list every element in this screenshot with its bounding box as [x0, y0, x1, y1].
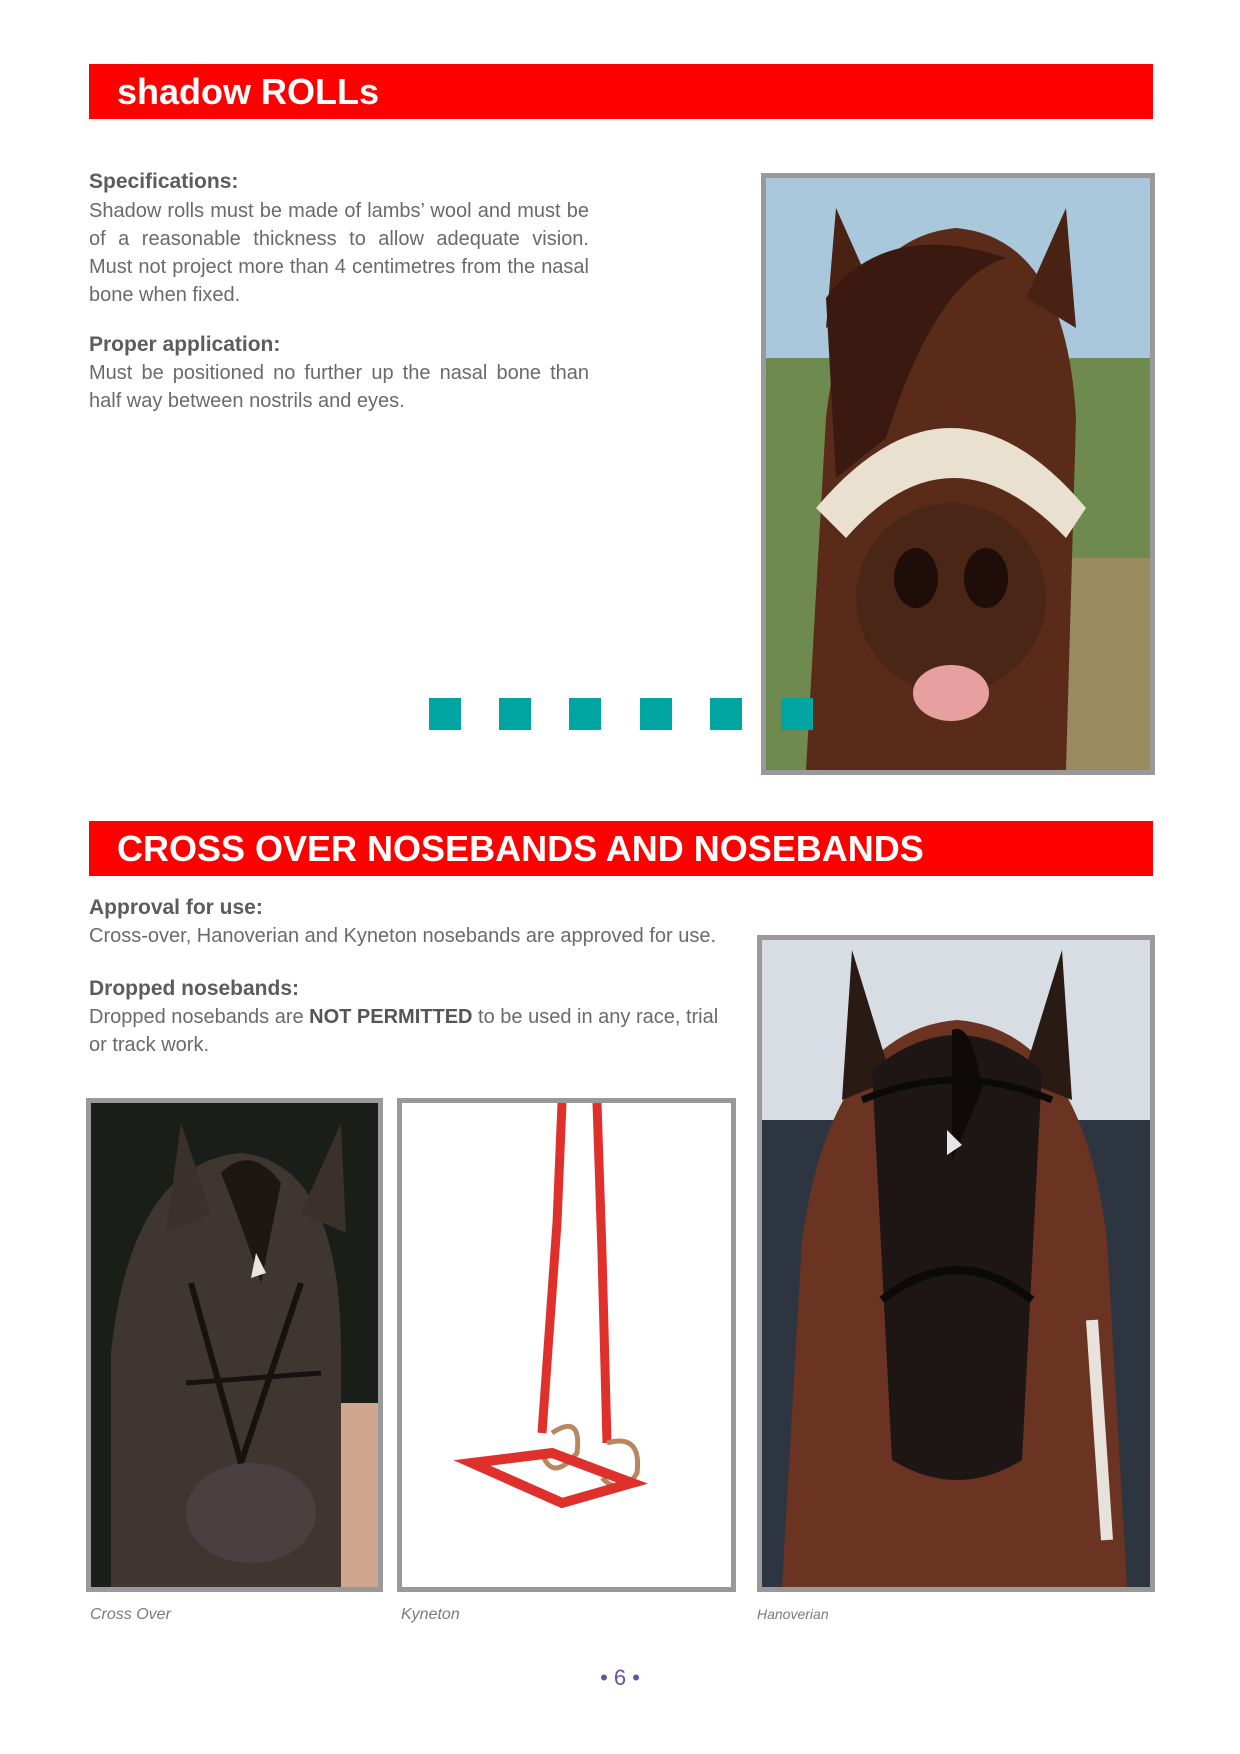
section-banner-shadow-rolls: shadow ROLLs: [89, 64, 1153, 119]
kyneton-noseband-photo: [397, 1098, 736, 1592]
accent-square-4: [640, 698, 672, 730]
hanoverian-horse-photo: [757, 935, 1155, 1592]
application-text: Must be positioned no further up the nasal bone than half way between nostrils and eyes.: [89, 362, 589, 412]
approval-heading: Approval for use:: [89, 896, 263, 919]
accent-square-1: [429, 698, 461, 730]
dropped-text-part: Dropped nosebands are: [89, 1006, 310, 1028]
accent-square-6: [781, 698, 813, 730]
shadow-roll-horse-photo: [761, 173, 1155, 775]
dropped-text: [89, 1003, 729, 1059]
dropped-text-part: to be used in any race, trial or track work.: [89, 1006, 719, 1056]
caption-hanoverian: Hanoverian: [757, 1606, 829, 1622]
dropped-heading: Dropped nosebands:: [89, 977, 300, 1000]
specifications-text: Shadow rolls must be made of lambs’ wool and must be of a reasonable thickness to allow adequate vision. Must not project more than 4 centimetres from the nasal bone when fixed.: [89, 200, 589, 306]
approval-text: Cross-over, Hanoverian and Kyneton nosebands are approved for use.: [89, 925, 717, 947]
not-permitted-emphasis: NOT PERMITTED: [309, 1006, 473, 1028]
page-number: • 6 •: [600, 1665, 640, 1690]
specifications-heading: Specifications:: [89, 170, 239, 193]
application-heading: Proper application:: [89, 333, 281, 356]
section-banner-nosebands: CROSS OVER NOSEBANDS AND NOSEBANDS: [89, 821, 1153, 876]
accent-square-3: [569, 698, 601, 730]
caption-kyneton: Kyneton: [401, 1606, 460, 1623]
accent-square-5: [710, 698, 742, 730]
accent-square-2: [499, 698, 531, 730]
cross-over-horse-photo: [86, 1098, 383, 1592]
caption-cross-over: Cross Over: [90, 1606, 171, 1623]
